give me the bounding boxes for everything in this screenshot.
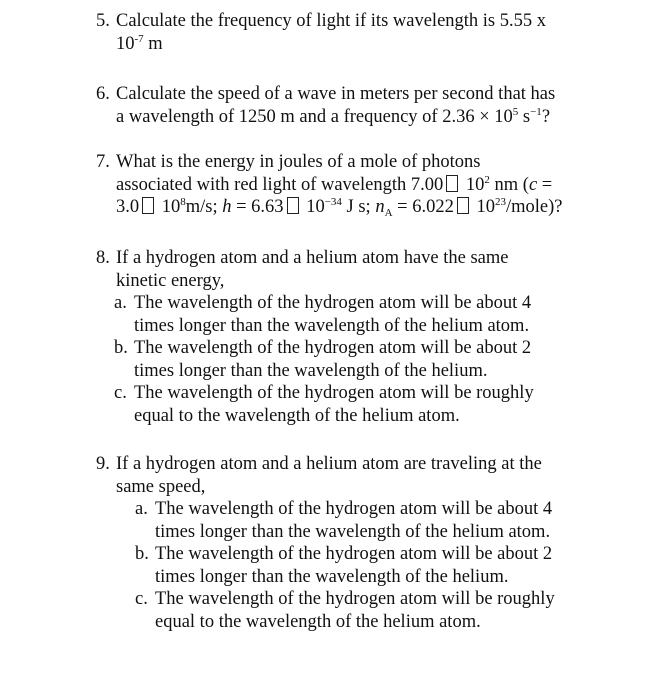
question-number: 5. [96, 11, 110, 31]
question-7-text [96, 151, 596, 219]
missing-glyph-box [142, 197, 154, 214]
option-letter: a. [135, 499, 148, 519]
option-line: times longer than the wavelength of the helium atom. [155, 521, 551, 542]
option-letter: a. [114, 293, 127, 313]
exponent: -7 [134, 32, 144, 45]
question-line: What is the energy in joules of a mole of photons [116, 152, 481, 172]
exponent: 2 [484, 173, 490, 186]
option-line: times longer than the wavelength of the helium atom. [134, 315, 530, 336]
question-line: kinetic energy, [116, 270, 225, 291]
question-line: a wavelength of 1250 m and a frequency of $2.36 \times 10^5$ $s^{-1}$? [116, 105, 551, 127]
option-letter: c. [135, 589, 148, 609]
exponent: 8 [180, 196, 186, 208]
option-line: The wavelength of the hydrogen atom will be roughly [134, 383, 534, 403]
question-line: associated with red light of wavelength 7.00 $10^2$ nm (c = [116, 173, 553, 195]
option-line: The wavelength of the hydrogen atom will be about 2 [134, 338, 532, 358]
option-line: equal to the wavelength of the helium atom. [134, 405, 460, 426]
question-8 [96, 247, 596, 427]
option-line: The wavelength of the hydrogen atom will be about 4 [155, 499, 553, 519]
option-line: times longer than the wavelength of the helium. [155, 566, 509, 587]
option-letter: b. [114, 338, 128, 358]
question-number: 9. [96, 454, 110, 474]
missing-glyph-box [287, 197, 299, 214]
question-line: If a hydrogen atom and a helium atom have the same [116, 248, 509, 268]
option-line: The wavelength of the hydrogen atom will be roughly [155, 589, 555, 609]
question-number: 7. [96, 152, 110, 172]
question-9 [96, 453, 596, 633]
option-letter: b. [135, 544, 149, 564]
missing-glyph-box [446, 175, 458, 192]
question-number: 8. [96, 248, 110, 268]
option-c [135, 588, 596, 633]
question-7 [96, 151, 596, 219]
option-line: equal to the wavelength of the helium atom. [155, 611, 481, 632]
question-5-text [96, 10, 596, 55]
question-line: $10^{-7}$ m [116, 32, 163, 54]
exponent: −1 [530, 105, 542, 118]
question-9-text [96, 453, 596, 498]
exponent: −34 [324, 196, 342, 208]
question-line: same speed, [116, 476, 206, 497]
option-a [135, 498, 596, 543]
question-5 [96, 10, 596, 55]
option-letter: c. [114, 383, 127, 403]
question-number: 6. [96, 84, 110, 104]
question-line: Calculate the frequency of light if its wavelength is 5.55 x [116, 11, 547, 31]
question-line: Calculate the speed of a wave in meters per second that has [116, 84, 556, 104]
exponent: 5 [512, 105, 519, 118]
option-a [114, 292, 596, 337]
question-line: If a hydrogen atom and a helium atom are traveling at the [116, 454, 542, 474]
option-line: The wavelength of the hydrogen atom will be about 2 [155, 544, 553, 564]
option-c [114, 382, 596, 427]
missing-glyph-box [457, 197, 469, 214]
question-6-text [96, 83, 596, 128]
option-line: The wavelength of the hydrogen atom will be about 4 [134, 293, 532, 313]
option-b [114, 337, 596, 382]
exponent: 23 [494, 196, 506, 208]
question-line: 3.0 $10^8m/s$; h = 6.63 $10^{-34}$ J s; $n_A = 6.022$ $10^{23}/mole$)? [116, 196, 563, 219]
option-b [135, 543, 596, 588]
subscript: A [384, 207, 393, 219]
question-6 [96, 83, 596, 128]
option-line: times longer than the wavelength of the helium. [134, 360, 488, 381]
question-8-text [96, 247, 596, 292]
